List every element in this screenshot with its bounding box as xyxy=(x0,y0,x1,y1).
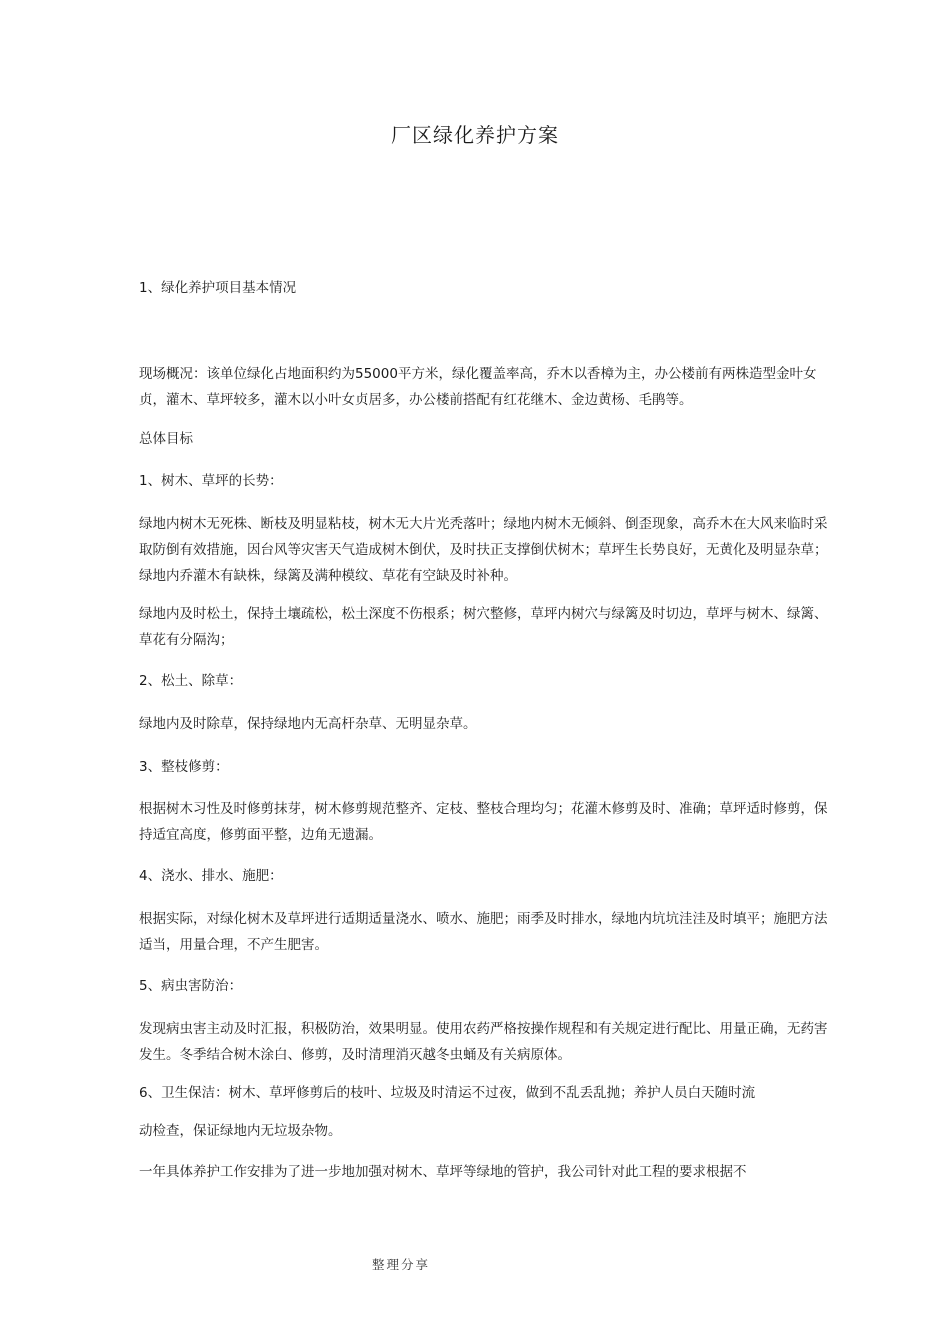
document-title: 厂区绿化养护方案 xyxy=(391,123,559,147)
item-5-heading: 5、病虫害防治： xyxy=(139,978,243,994)
item-6-line-2: 动检查，保证绿地内无垃圾杂物。 xyxy=(139,1123,342,1139)
section-heading: 1、绿化养护项目基本情况 xyxy=(139,280,297,296)
item-2-paragraph: 绿地内及时除草，保持绿地内无高杆杂草、无明显杂草。 xyxy=(139,716,477,732)
item-4-paragraph: 根据实际，对绿化树木及草坪进行适期适量浇水、喷水、施肥；雨季及时排水，绿地内坑坑洼洼及时填平；施肥方法适当，用量合理，不产生肥害。 xyxy=(139,911,828,953)
item-4-heading: 4、浇水、排水、施肥： xyxy=(139,868,283,884)
item-1-paragraph-1: 绿地内树木无死株、断枝及明显粘枝，树木无大片光秃落叶；绿地内树木无倾斜、倒歪现象，高乔木在大风来临时采取防倒有效措施，因台风等灾害天气造成树木倒伏，及时扶正支撑倒伏树木；草坪生长势良好，无黄化及明显杂草；绿地内乔灌木有缺株，绿篱及满种模纹、草花有空缺及时补种。 xyxy=(139,516,828,584)
goal-heading: 总体目标 xyxy=(139,431,193,447)
item-6-line-1: 6、卫生保洁：树木、草坪修剪后的枝叶、垃圾及时清运不过夜，做到不乱丢乱抛；养护人员白天随时流 xyxy=(139,1085,756,1101)
page-footer: 整理分享 xyxy=(372,1257,431,1272)
item-5-paragraph: 发现病虫害主动及时汇报，积极防治，效果明显。使用农药严格按操作规程和有关规定进行配比、用量正确，无药害发生。冬季结合树木涂白、修剪，及时清理消灭越冬虫蛹及有关病原体。 xyxy=(139,1021,828,1063)
closing-line: 一年具体养护工作安排为了进一步地加强对树木、草坪等绿地的管护，我公司针对此工程的要求根据不 xyxy=(139,1164,747,1180)
item-1-heading: 1、树木、草坪的长势： xyxy=(139,473,283,489)
item-3-heading: 3、整枝修剪： xyxy=(139,759,229,775)
overview-paragraph: 现场概况：该单位绿化占地面积约为55000平方米，绿化覆盖率高，乔木以香樟为主，办公楼前有两株造型金叶女贞，灌木、草坪较多，灌木以小叶女贞居多，办公楼前搭配有红花继木、金边黄杨、毛鹃等。 xyxy=(139,366,817,408)
item-3-paragraph: 根据树木习性及时修剪抹芽，树木修剪规范整齐、定枝、整枝合理均匀；花灌木修剪及时、准确；草坪适时修剪，保持适宜高度，修剪面平整，边角无遗漏。 xyxy=(139,801,828,843)
item-1-paragraph-2: 绿地内及时松土，保持土壤疏松，松土深度不伤根系；树穴整修，草坪内树穴与绿篱及时切边，草坪与树木、绿篱、草花有分隔沟； xyxy=(139,606,828,648)
item-2-heading: 2、松土、除草： xyxy=(139,673,243,689)
